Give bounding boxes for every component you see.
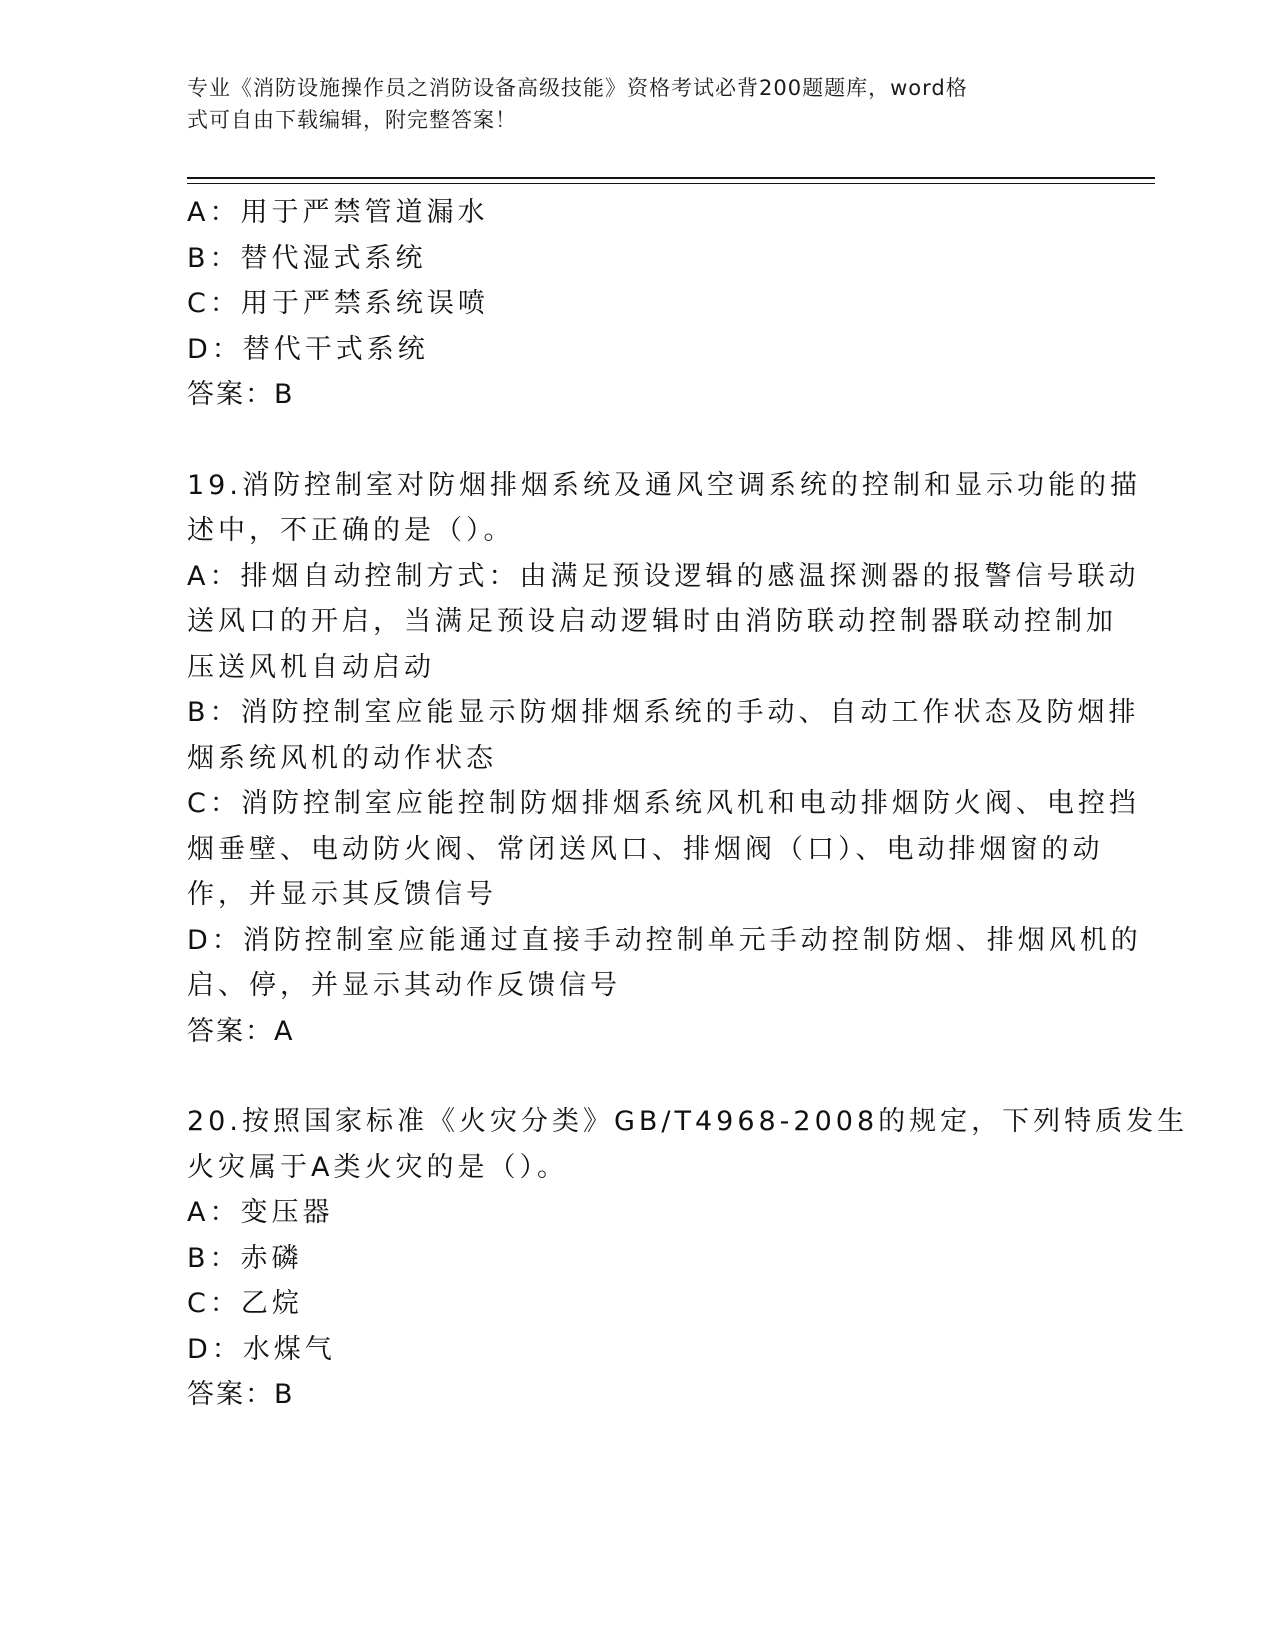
option-c: C：消防控制室应能控制防烟排烟系统风机和电动排烟防火阀、电控挡 xyxy=(187,788,1140,819)
option-c-cont: 作，并显示其反馈信号 xyxy=(187,879,497,910)
answer-line: 答案：A xyxy=(187,1015,295,1047)
question-stem: 20.按照国家标准《火灾分类》GB/T4968-2008的规定，下列特质发生 xyxy=(187,1106,1189,1137)
option-d-cont: 启、停，并显示其动作反馈信号 xyxy=(187,970,621,1001)
spacer xyxy=(187,418,1087,463)
option-b: B：赤磷 xyxy=(187,1242,303,1274)
question-20-block xyxy=(187,1099,1189,1418)
answer-line: 答案：B xyxy=(187,1379,295,1410)
option-c-cont: 烟垂壁、电动防火阀、常闭送风口、排烟阀（口）、电动排烟窗的动 xyxy=(187,833,1104,865)
option-a-cont: 送风口的开启，当满足预设启动逻辑时由消防联动控制器联动控制加 xyxy=(187,606,1117,637)
question-content xyxy=(187,190,1189,1418)
answer-line: 答案：B xyxy=(187,379,295,410)
option-a: A：排烟自动控制方式：由满足预设逻辑的感温探测器的报警信号联动 xyxy=(187,560,1140,592)
question-19-block xyxy=(187,463,1142,1055)
header-divider-thick xyxy=(187,177,1155,179)
option-a: A：用于严禁管道漏水 xyxy=(187,197,489,228)
option-d: D：消防控制室应能通过直接手动控制单元手动控制防烟、排烟风机的 xyxy=(187,924,1142,956)
question-18-block xyxy=(187,190,1087,418)
option-b-cont: 烟系统风机的动作状态 xyxy=(187,742,497,774)
option-b: B：替代湿式系统 xyxy=(187,242,427,274)
question-stem: 19.消防控制室对防烟排烟系统及通风空调系统的控制和显示功能的描 xyxy=(187,469,1141,501)
option-c: C：用于严禁系统误喷 xyxy=(187,288,489,319)
option-d: D：替代干式系统 xyxy=(187,333,429,365)
question-stem: 述中，不正确的是（）。 xyxy=(187,515,515,546)
header-divider-thin xyxy=(187,183,1155,184)
option-d: D：水煤气 xyxy=(187,1333,336,1365)
header-line-1: 专业《消防设施操作员之消防设备高级技能》资格考试必背200题题库，word格 xyxy=(187,76,968,100)
question-stem: 火灾属于A类火灾的是（）。 xyxy=(187,1151,568,1183)
document-header xyxy=(187,72,1067,136)
spacer xyxy=(187,1054,1087,1099)
option-a: A：变压器 xyxy=(187,1197,334,1228)
option-b: B：消防控制室应能显示防烟排烟系统的手动、自动工作状态及防烟排 xyxy=(187,697,1140,728)
header-line-2: 式可自由下载编辑，附完整答案！ xyxy=(187,108,517,132)
option-a-cont: 压送风机自动启动 xyxy=(187,651,435,683)
option-c: C：乙烷 xyxy=(187,1288,303,1319)
